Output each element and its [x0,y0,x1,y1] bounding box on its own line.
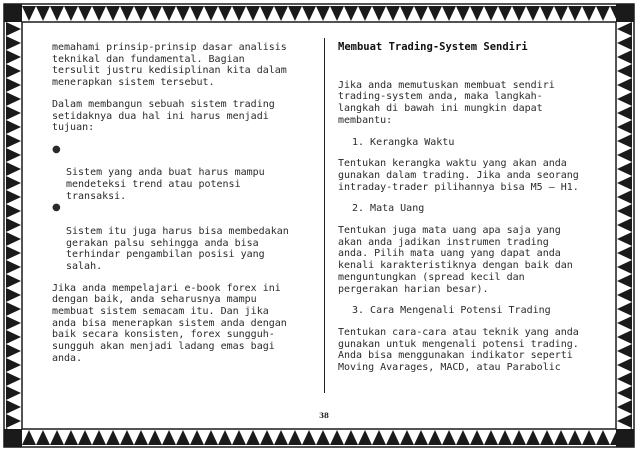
border-triangle [162,6,176,21]
border-triangle [617,190,632,204]
border-triangle [617,22,632,36]
border-triangle [6,190,21,204]
border-triangle [6,176,21,190]
border-triangle [582,430,596,445]
border-triangle [6,246,21,260]
list-item [52,143,310,203]
border-triangle [6,50,21,64]
border-frame [4,429,22,447]
border-frame [616,429,634,447]
border-triangle [204,6,218,21]
border-triangle [148,6,162,21]
border-triangle [372,430,386,445]
border-triangle [78,6,92,21]
border-triangle [176,6,190,21]
border-frame [4,4,22,22]
border-triangle [470,430,484,445]
border-triangle [64,430,78,445]
border-triangle [6,162,21,176]
border-frame [616,4,634,22]
border-triangle [6,344,21,358]
border-triangle [617,64,632,78]
border-triangle [6,288,21,302]
section-heading: Membuat Trading-System Sendiri [338,41,528,53]
border-triangle [498,430,512,445]
border-triangle [6,400,21,414]
border-triangle [540,6,554,21]
list-item [52,202,310,272]
border-triangle [617,302,632,316]
border-triangle [36,430,50,445]
border-triangle [190,6,204,21]
border-triangle [617,274,632,288]
border-triangle [302,430,316,445]
border-triangle [414,6,428,21]
right-paragraph-2: Tentukan kerangka waktu yang akan anda gunakan dalam trading. Jika anda seorang intraday-trader pilihannya bisa M5 – H1. [338,158,579,193]
border-triangle [568,430,582,445]
border-triangle [6,358,21,372]
border-triangle [6,204,21,218]
border-triangle [330,6,344,21]
border-triangle [617,162,632,176]
border-triangle [442,6,456,21]
left-column [52,42,310,375]
subheading-currency: 2. Mata Uang [352,203,425,215]
border-triangle [162,430,176,445]
border-triangle [36,6,50,21]
border-triangle [344,6,358,21]
border-triangle [617,120,632,134]
border-triangle [22,6,36,21]
border-triangle [134,6,148,21]
right-column [338,42,596,384]
border-triangle [6,22,21,36]
border-triangle [6,148,21,162]
border-triangle [617,344,632,358]
border-triangle [617,330,632,344]
border-triangle [6,78,21,92]
border-triangle [554,6,568,21]
border-triangle [288,430,302,445]
border-triangle [617,414,632,428]
border-triangle [260,430,274,445]
border-triangle [6,134,21,148]
border-triangle [428,430,442,445]
border-triangle [6,330,21,344]
border-triangle [568,6,582,21]
border-triangle [372,6,386,21]
column-divider [324,38,325,393]
border-triangle [512,430,526,445]
border-triangle [6,64,21,78]
border-triangle [246,430,260,445]
left-paragraph-3: Jika anda mempelajari e-book forex ini dengan baik, anda seharusnya mampu membuat sistem semacam itu. Dan jika anda bisa menerapkan sistem anda dengan baik secara konsisten, forex sungguh- sungguh akan menjadi ladang emas bagi anda. [52,282,287,364]
border-triangle [498,6,512,21]
border-triangle [526,430,540,445]
border-triangle [78,430,92,445]
border-triangle [92,6,106,21]
border-triangle [6,386,21,400]
border-triangle [6,260,21,274]
border-triangle [50,430,64,445]
border-triangle [6,372,21,386]
border-triangle [582,6,596,21]
border-triangle [260,6,274,21]
border-triangle [22,430,36,445]
border-triangle [617,36,632,50]
page-number: 38 [319,411,329,420]
border-triangle [330,430,344,445]
border-triangle [617,232,632,246]
border-triangle [617,134,632,148]
border-triangle [617,386,632,400]
border-triangle [6,36,21,50]
border-triangle [617,204,632,218]
border-triangle [106,430,120,445]
border-triangle [6,92,21,106]
border-triangle [288,6,302,21]
border-triangle [134,430,148,445]
border-triangle [6,274,21,288]
border-triangle [316,430,330,445]
border-triangle [526,6,540,21]
border-triangle [64,6,78,21]
border-triangle [400,6,414,21]
border-triangle [554,430,568,445]
border-triangle [6,414,21,428]
border-triangle [344,430,358,445]
list-item-text: Sistem yang anda buat harus mampu mendeteksi trend atau potensi transaksi. [66,167,265,202]
border-triangle [92,430,106,445]
border-triangle [316,6,330,21]
border-triangle [386,430,400,445]
border-triangle [617,260,632,274]
border-triangle [218,6,232,21]
border-triangle [512,6,526,21]
border-triangle [484,430,498,445]
border-triangle [617,288,632,302]
border-triangle [617,400,632,414]
border-triangle [617,246,632,260]
border-triangle [218,430,232,445]
border-triangle [274,430,288,445]
border-triangle [596,6,610,21]
border-triangle [204,430,218,445]
right-paragraph-4: Tentukan cara-cara atau teknik yang anda gunakan untuk mengenali potensi trading. Anda bisa menggunakan indikator seperti Moving Avarages, MACD, atau Parabolic [338,326,579,374]
left-paragraph-1: memahami prinsip-prinsip dasar analisis teknikal dan fundamental. Bagian tersulit justru kedisiplinan kita dalam menerapkan sistem tersebut. [52,42,287,89]
border-triangle [442,430,456,445]
border-triangle [106,6,120,21]
border-triangle [302,6,316,21]
border-triangle [617,176,632,190]
right-paragraph-1: Jika anda memutuskan membuat sendiri trading-system anda, maka langkah- langkah di bawah ini mungkin dapat membantu: [338,79,555,126]
border-triangle [386,6,400,21]
border-triangle [617,148,632,162]
border-triangle [6,106,21,120]
bullet-icon: ● [52,143,61,155]
left-paragraph-2: Dalam membangun sebuah sistem trading setidaknya dua hal ini harus menjadi tujuan: [52,98,275,134]
border-triangle [456,6,470,21]
border-triangle [484,6,498,21]
right-paragraph-3: Tentukan juga mata uang apa saja yang akan anda jadikan instrumen trading anda. Pilih mata uang yang dapat anda kenali karakteristiknya dengan baik dan menguntungkan (spread kecil dan pergerakan harian besar). [338,225,573,295]
border-triangle [428,6,442,21]
border-triangle [400,430,414,445]
border-triangle [6,302,21,316]
bullet-list [52,144,310,273]
bullet-icon: ● [52,202,61,214]
border-triangle [6,218,21,232]
subheading-timeframe: 1. Kerangka Waktu [352,136,455,148]
border-triangle [617,218,632,232]
list-item-text: Sistem itu juga harus bisa membedakan gerakan palsu sehingga anda bisa terhindar pengambilan posisi yang salah. [66,225,289,272]
border-triangle [470,6,484,21]
border-triangle [120,430,134,445]
border-triangle [617,106,632,120]
border-triangle [232,6,246,21]
border-triangle [617,358,632,372]
border-triangle [358,6,372,21]
border-triangle [176,430,190,445]
border-triangle [6,316,21,330]
border-triangle [617,78,632,92]
border-triangle [414,430,428,445]
border-triangle [120,6,134,21]
subheading-trading-potential: 3. Cara Mengenali Potensi Trading [352,305,551,317]
border-triangle [6,232,21,246]
border-triangle [596,430,610,445]
border-triangle [50,6,64,21]
border-triangle [617,50,632,64]
border-triangle [190,430,204,445]
border-triangle [456,430,470,445]
border-triangle [617,92,632,106]
border-triangle [274,6,288,21]
border-triangle [540,430,554,445]
border-triangle [6,120,21,134]
border-triangle [617,316,632,330]
border-triangle [617,372,632,386]
border-triangle [148,430,162,445]
border-triangle [232,430,246,445]
border-triangle [246,6,260,21]
border-triangle [358,430,372,445]
